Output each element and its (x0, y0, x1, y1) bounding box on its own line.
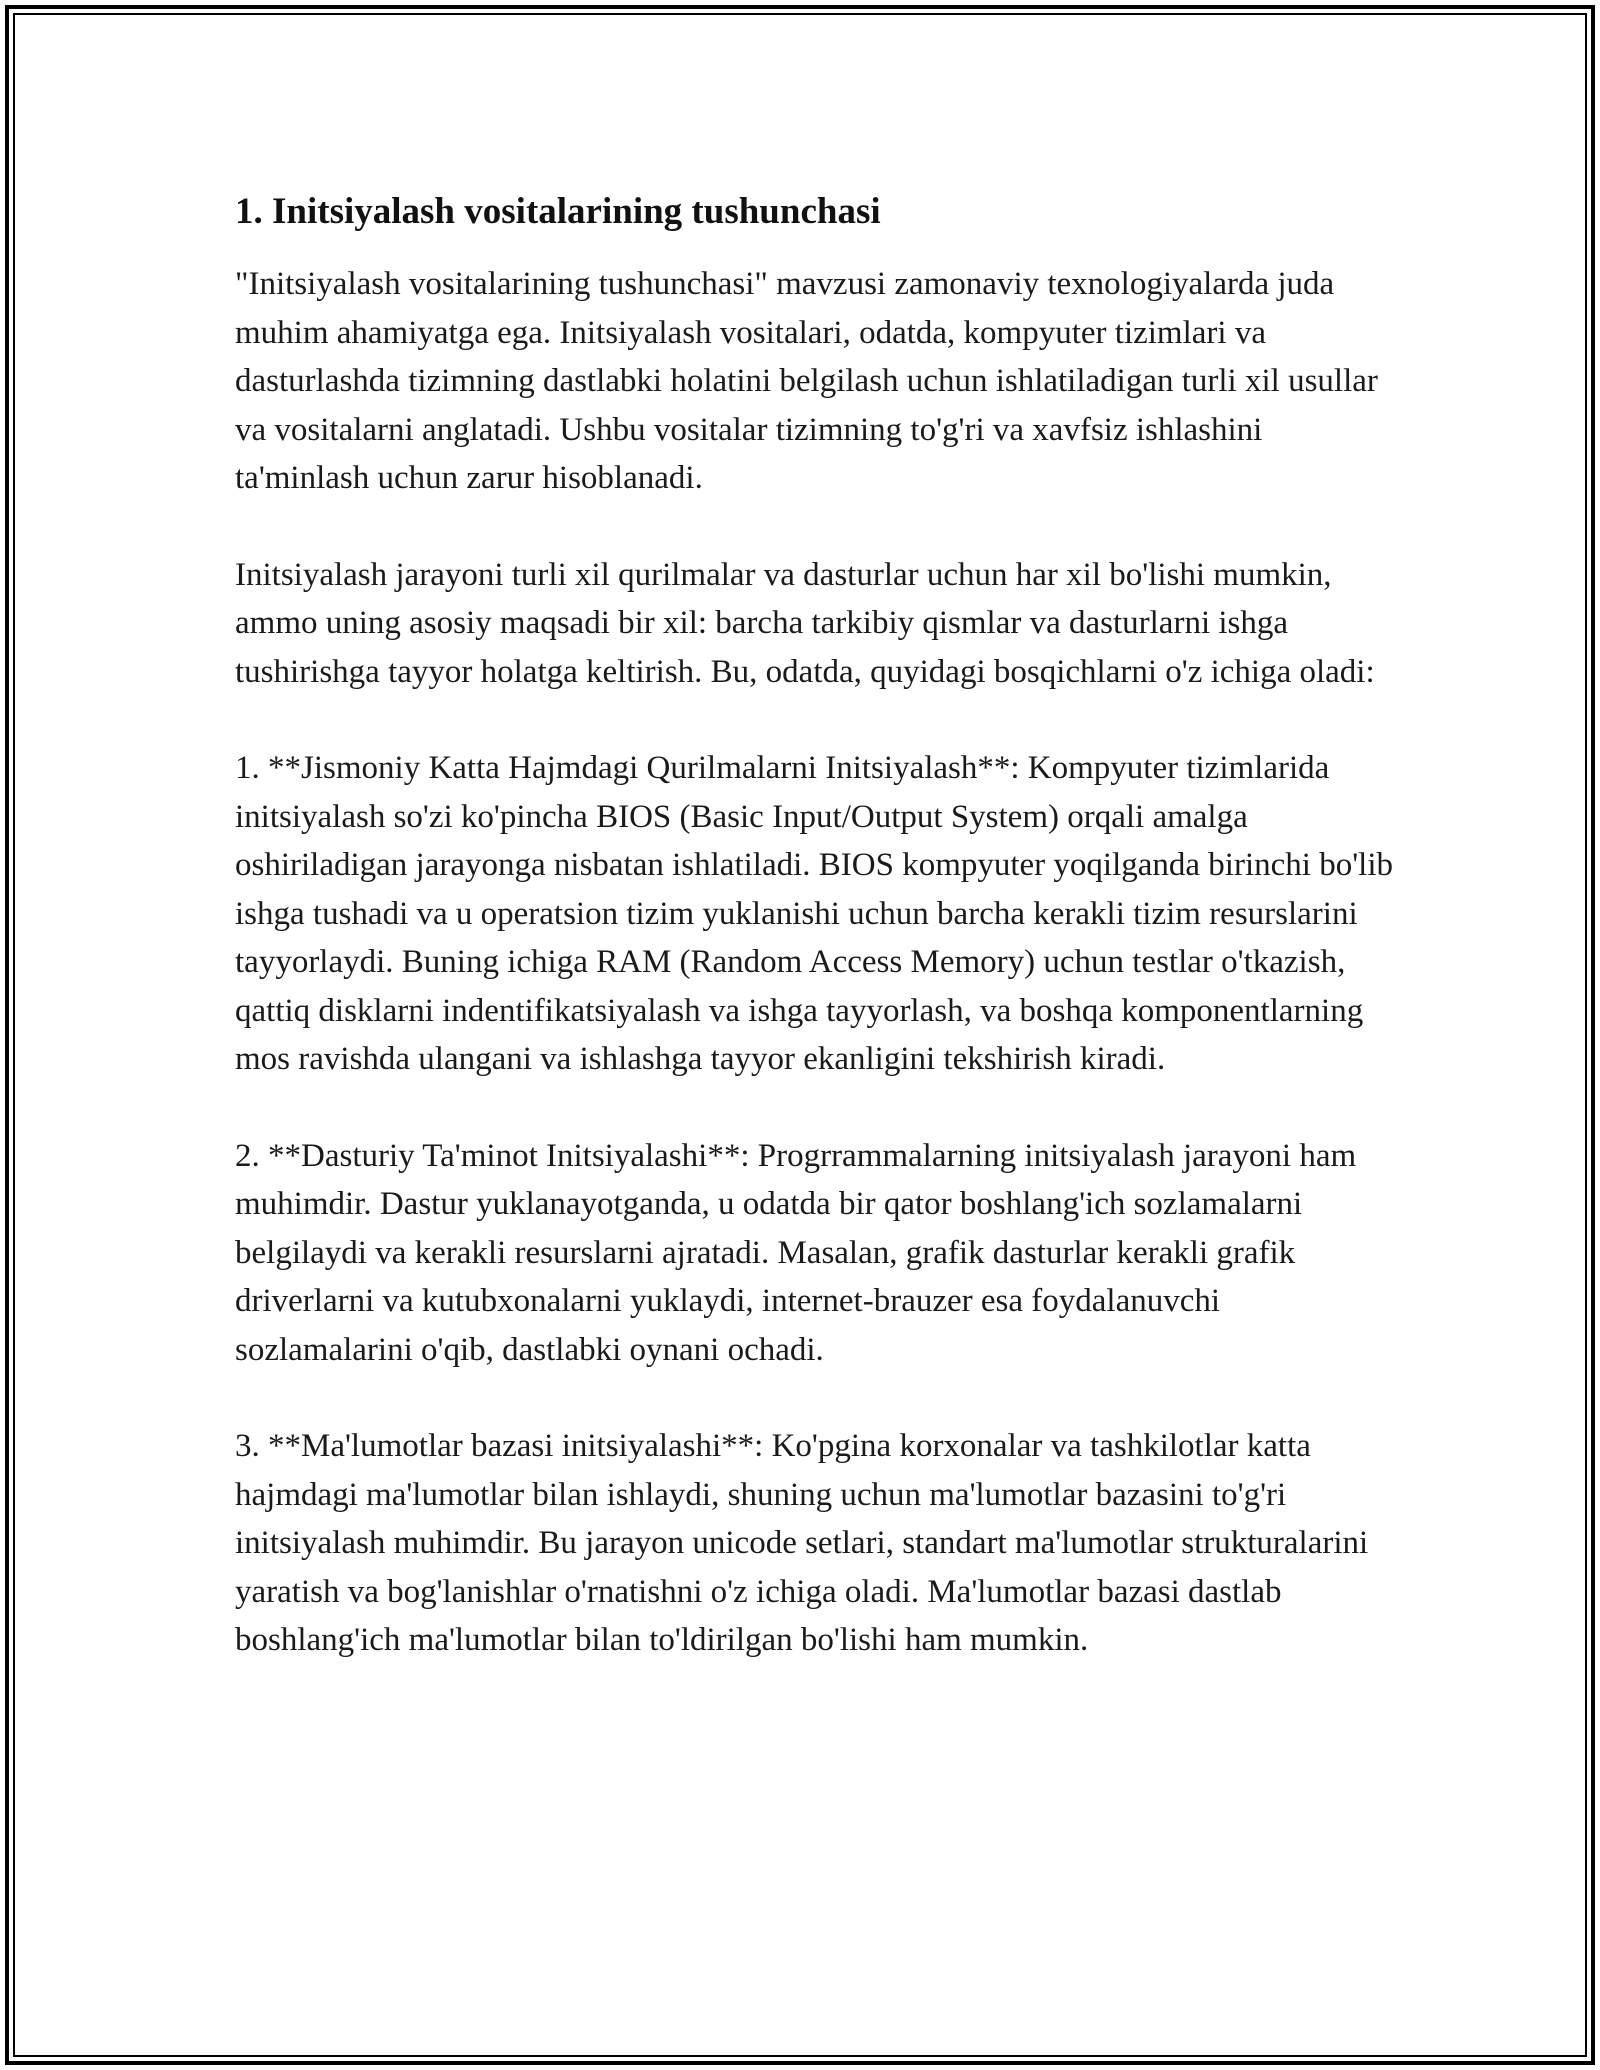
paragraph-process: Initsiyalash jarayoni turli xil qurilmalar va dasturlar uchun har xil bo'lishi mumkin, ammo uning asosiy maqsadi bir xil: barcha tarkibiy qismlar va dasturlarni ishga tushirishga tayyor holatga keltirish. Bu, odatda, quyidagi bosqichlarni o'z ichiga oladi: (235, 556, 1375, 690)
paragraph-hardware-init: 1. **Jismoniy Katta Hajmdagi Qurilmalarni Initsiyalash**: Kompyuter tizimlarida initsiyalash so'zi ko'pincha BIOS (Basic Input/Output System) orqali amalga oshiriladigan jarayonga nisbatan ishlatiladi. BIOS kompyuter yoqilganda birinchi bo'lib ishga tushadi va u operatsion tizim yuklanishi uchun barcha kerakli tizim resurslarini tayyorlaydi. Buning ichiga RAM (Random Access Memory) uchun testlar o'tkazish, qattiq disklarni indentifikatsiyalash va ishga tayyorlash, va boshqa komponentlarning mos ravishda ulangani va ishlashga tayyor ekanligini tekshirish kiradi. (235, 750, 1393, 1077)
paragraph-software-init: 2. **Dasturiy Ta'minot Initsiyalashi**: Progrrammalarning initsiyalash jarayoni ham muhimdir. Dastur yuklanayotganda, u odatda bir qator boshlang'ich sozlamalarni belgilaydi va kerakli resurslarni ajratadi. Masalan, grafik dasturlar kerakli grafik driverlarni va kutubxonalarni yuklaydi, internet-brauzer esa foydalanuvchi sozlamalarini o'qib, dastlabki oynani ochadi. (235, 1137, 1357, 1368)
paragraph-database-init: 3. **Ma'lumotlar bazasi initsiyalashi**: Ko'pgina korxonalar va tashkilotlar katta hajmdagi ma'lumotlar bilan ishlaydi, shuning uchun ma'lumotlar bazasini to'g'ri initsiyalash muhimdir. Bu jarayon unicode setlari, standart ma'lumotlar strukturalarini yaratish va bog'lanishlar o'rnatishni o'z ichiga oladi. Ma'lumotlar bazasi dastlab boshlang'ich ma'lumotlar bilan to'ldirilgan bo'lishi ham mumkin. (235, 1428, 1369, 1658)
paragraph-intro: "Initsiyalash vositalarining tushunchasi" mavzusi zamonaviy texnologiyalarda juda muhim ahamiyatga ega. Initsiyalash vositalari, odatda, kompyuter tizimlari va dasturlashda tizimning dastlabki holatini belgilash uchun ishlatiladigan turli xil usullar va vositalarni anglatadi. Ushbu vositalar tizimning to'g'ri va xavfsiz ishlashini ta'minlash uchun zarur hisoblanadi. (235, 266, 1378, 496)
section-title: 1. Initsiyalash vositalarining tushunchasi (235, 191, 881, 232)
document-body (235, 186, 1395, 1713)
